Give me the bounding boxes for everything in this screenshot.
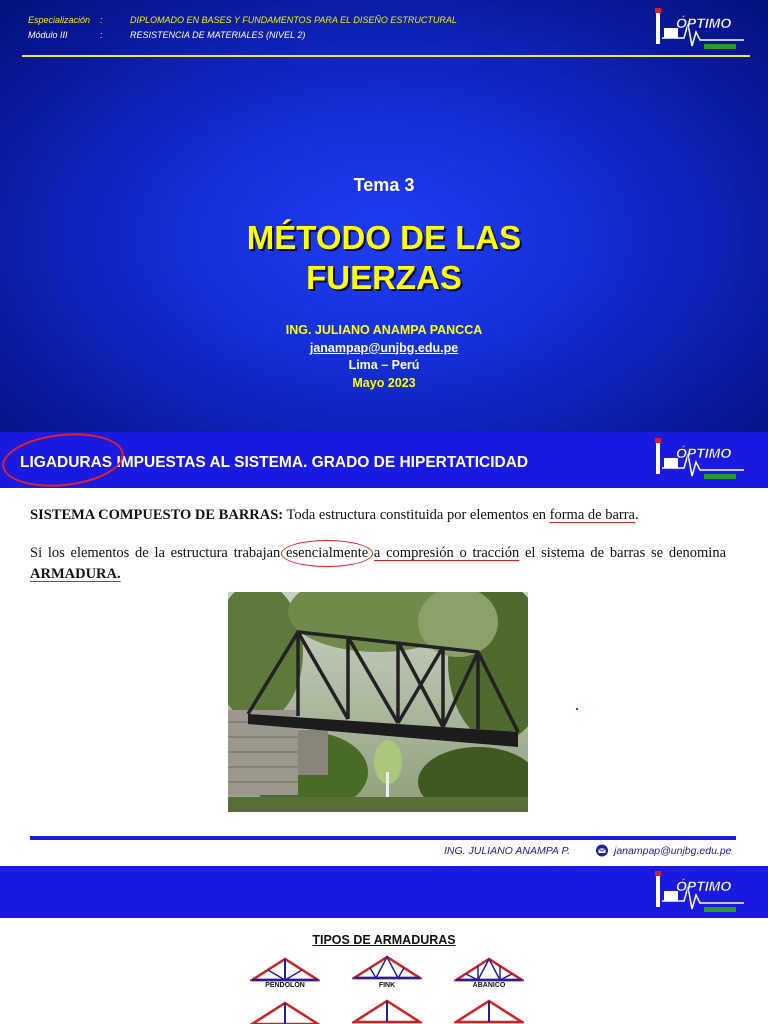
footer-author: ING. JULIANO ANAMPA P. [444,845,571,857]
fink-truss-icon [352,954,422,984]
header-value: RESISTENCIA DE MATERIALES (NIVEL 2) [130,30,306,40]
armadura-slide [0,432,768,866]
underlined-phrase: forma de barra [549,507,635,523]
date: Mayo 2023 [352,375,416,390]
optimo-logo-graphic [654,436,746,482]
truss-label: ABANICO [472,982,506,989]
definition-end: . [634,507,639,523]
truss-bridge-image [228,592,528,812]
paragraph-text-c: el sistema de barras se denomina [519,545,727,561]
truss-icon-partial [250,1000,320,1024]
footer-email[interactable]: janampap@unjbg.edu.pe [614,845,732,857]
armadura-paragraph [30,543,726,585]
truss-icon-partial [454,998,524,1024]
title-slide [0,0,768,432]
location: Lima – Perú [348,358,420,372]
logo-text: ÓPTIMO [676,878,732,894]
definition-term: SISTEMA COMPUESTO DE BARRAS: [30,507,284,523]
optimo-logo [654,436,746,482]
footer-divider [30,836,736,840]
slide-heading: TIPOS DE ARMADURAS [312,933,456,947]
slide-title-line2: FUERZAS [306,259,462,296]
logo-text: ÓPTIMO [676,445,732,461]
header-value: DIPLOMADO EN BASES Y FUNDAMENTOS PARA EL DISEÑO ESTRUCTURAL [130,15,457,25]
header-title-circled: LIGADURAS [20,454,113,471]
header-colon: : [100,30,103,40]
red-dot-mark [576,708,578,710]
definition-paragraph [30,505,726,526]
topic-label: Tema 3 [353,175,415,195]
header-title-rest: IMPUESTAS AL SISTEMA. GRADO DE HIPERTATICIDAD [112,454,529,471]
mail-icon [595,844,609,857]
truss-label: PENDOLÓN [265,982,305,989]
header-divider [22,55,750,57]
paragraph-text-a: Si los elementos de la estructura trabajan [30,545,287,561]
author-name: ING. JULIANO ANAMPA PANCCA [285,323,483,337]
optimo-logo [654,6,746,52]
optimo-logo-graphic [654,6,746,52]
author-email[interactable]: janampap@unjbg.edu.pe [309,340,459,355]
optimo-logo-graphic [654,869,746,915]
slide-title-line1: MÉTODO DE LAS [246,219,522,256]
armadura-term: ARMADURA. [30,566,121,582]
header-colon: : [100,15,103,25]
header-key: Módulo III [28,30,68,40]
red-circle-annotation [0,428,126,492]
optimo-logo [654,869,746,915]
slide-header-bar [0,866,768,918]
slide-title [0,218,768,298]
tipos-armaduras-slide [0,866,768,1024]
truss-bridge-photo [228,592,528,812]
underlined-phrase: a compresión o tracción [373,545,520,561]
slide-header-bar [0,432,768,488]
truss-icon-partial [352,998,422,1024]
circled-word: esencialmente [286,543,368,564]
logo-text: ÓPTIMO [676,15,732,31]
truss-label: FINK [378,982,396,989]
definition-text: Toda estructura constituida por elementos en [283,507,550,523]
header-key: Especialización [28,15,91,25]
author-block [0,322,768,392]
